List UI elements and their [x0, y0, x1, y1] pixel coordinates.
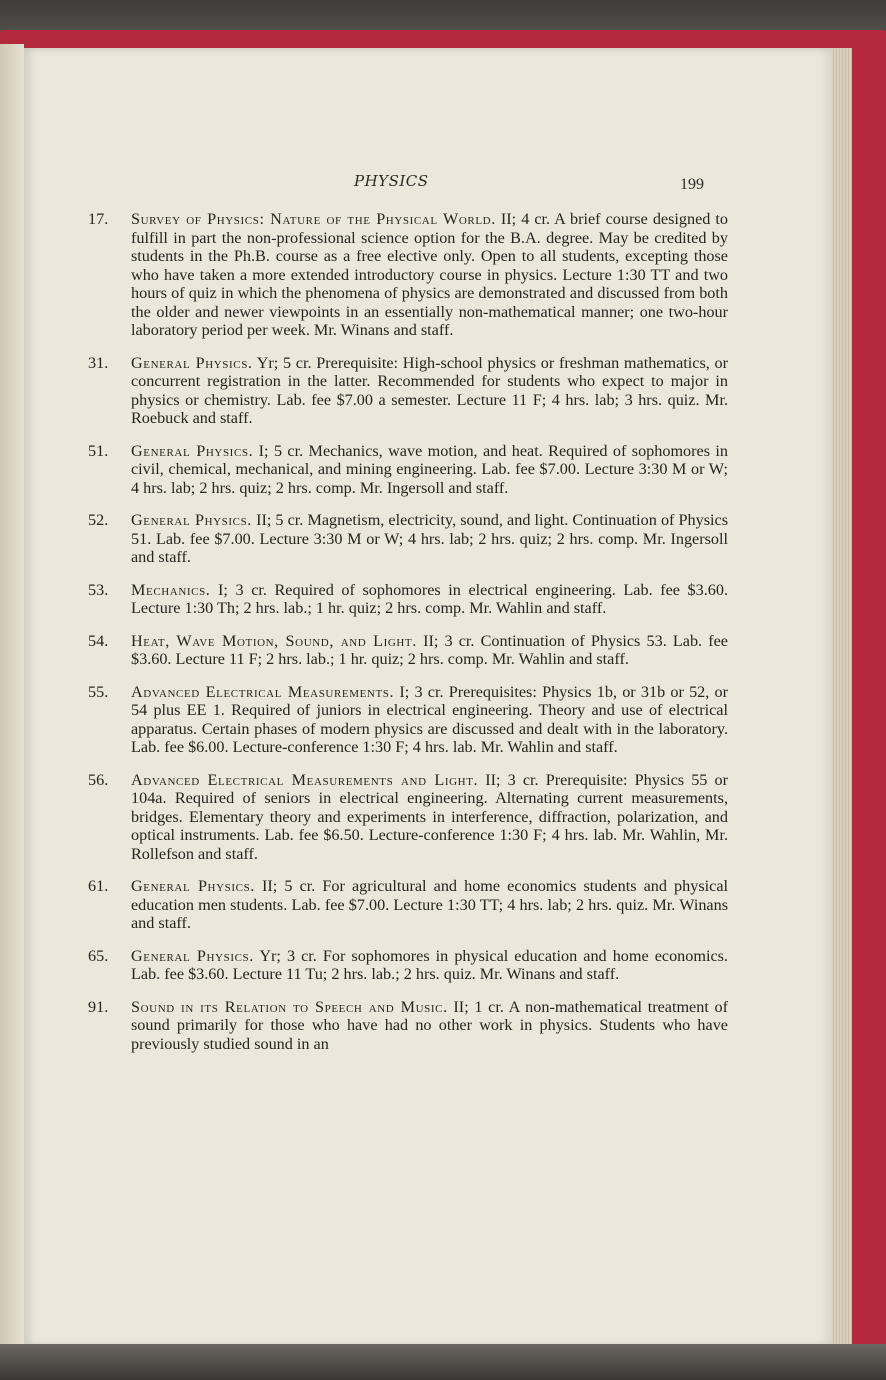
course-entry: [88, 354, 728, 428]
course-title: General Physics.: [131, 946, 254, 965]
course-entry: [88, 632, 728, 669]
course-title: Heat, Wave Motion, Sound, and Light.: [131, 631, 417, 650]
course-description: I; 5 cr. Mechanics, wave motion, and heat. Required of sophomores in civil, chemical, mechanical, and mining engineering. Lab. fee $7.00. Lecture 3:30 M or W; 4 hrs. lab; 2 hrs. quiz; 2 hrs. comp. Mr. Ingersoll and staff.: [131, 441, 728, 497]
course-description: I; 3 cr. Required of sophomores in electrical engineering. Lab. fee $3.60. Lecture 1:30 Th; 2 hrs. lab.; 1 hr. quiz; 2 hrs. comp. Mr. Wahlin and staff.: [131, 580, 729, 617]
course-entry: [88, 683, 728, 757]
course-number: 65.: [88, 946, 109, 965]
course-description: I; 3 cr. Prerequisites: Physics 1b, or 31b or 52, or 54 plus EE 1. Required of juniors in electrical engineering. Theory and use of electrical apparatus. Certain phases of modern physics are discussed and dealt with in the laboratory. Lab. fee $6.00. Lecture-conference 1:30 F; 4 hrs. lab. Mr. Wahlin and staff.: [131, 682, 729, 756]
course-title: General Physics.: [131, 441, 254, 460]
course-title: General Physics.: [131, 353, 253, 372]
course-entry: [88, 771, 728, 864]
course-title: Survey of Physics: Nature of the Physical World.: [131, 210, 496, 228]
course-entry: [88, 442, 728, 498]
course-number: 51.: [88, 441, 109, 460]
course-number: 91.: [88, 997, 109, 1016]
course-description: II; 4 cr. A brief course designed to fulfill in part the non-professional science option for the B.A. degree. May be credited by students in the Ph.B. course as a free elective only. Open to all students, excepting those who have taken a more extended introductory course in physics. Lecture 1:30 TT and two hours of quiz in which the phenomena of physics are demonstrated and discussed from both the older and newer viewpoints in an essentially non-mathematical manner; one two-hour laboratory period per week. Mr. Winans and staff.: [131, 210, 728, 339]
course-number: 55.: [88, 682, 109, 701]
background-bottom: [0, 1344, 886, 1380]
course-number: 17.: [88, 210, 109, 228]
course-entry: [88, 998, 728, 1054]
course-title: Advanced Electrical Measurements.: [131, 682, 395, 701]
page-number: 199: [680, 176, 704, 193]
course-entry: [88, 947, 728, 984]
running-title: PHYSICS: [354, 172, 429, 190]
course-entry: [88, 581, 728, 618]
course-entry: [88, 877, 728, 933]
course-title: Advanced Electrical Measurements and Light.: [131, 770, 479, 789]
course-title: Sound in its Relation to Speech and Music.: [131, 997, 448, 1016]
course-description: II; 1 cr. A non-mathematical treatment of sound primarily for those who have had no other work in physics. Students who have previously studied sound in an: [131, 997, 728, 1053]
course-title: Mechanics.: [131, 580, 211, 599]
course-list: [88, 210, 728, 1067]
course-description: Yr; 3 cr. For sophomores in physical education and home economics. Lab. fee $3.60. Lecture 11 Tu; 2 hrs. lab.; 2 hrs. quiz. Mr. Winans and staff.: [131, 946, 728, 983]
course-title: General Physics.: [131, 877, 255, 895]
course-description: II; 5 cr. Magnetism, electricity, sound, and light. Continuation of Physics 51. Lab. fee $7.00. Lecture 3:30 M or W; 4 hrs. lab; 2 hrs. quiz; 2 hrs. comp. Mr. Ingersoll and staff.: [131, 511, 729, 566]
course-number: 56.: [88, 770, 109, 789]
course-description: II; 5 cr. For agricultural and home economics students and physical education men students. Lab. fee $7.00. Lecture 1:30 TT; 4 hrs. lab; 2 hrs. quiz. Mr. Winans and staff.: [131, 877, 728, 932]
course-description: Yr; 5 cr. Prerequisite: High-school physics or freshman mathematics, or concurrent registration in the latter. Recommended for students who expect to major in physics or chemistry. Lab. fee $7.00 a semester. Lecture 11 F; 4 hrs. lab; 3 hrs. quiz. Mr. Roebuck and staff.: [131, 353, 728, 427]
course-number: 53.: [88, 580, 109, 599]
course-number: 61.: [88, 877, 109, 895]
facing-page-edge: [0, 44, 24, 1344]
course-description: II; 3 cr. Prerequisite: Physics 55 or 104a. Required of seniors in electrical engineering. Alternating current measurements, bridges. Elementary theory and experiments in interference, diffraction, polarization, and optical instruments. Lab. fee $6.50. Lecture-conference 1:30 F; 4 hrs. lab. Mr. Wahlin, Mr. Rollefson and staff.: [131, 770, 728, 863]
course-entry: [88, 210, 728, 340]
course-title: General Physics.: [131, 511, 252, 529]
course-number: 54.: [88, 631, 109, 650]
course-number: 52.: [88, 511, 109, 529]
course-description: II; 3 cr. Continuation of Physics 53. Lab. fee $3.60. Lecture 11 F; 2 hrs. lab.; 1 hr. quiz; 2 hrs. comp. Mr. Wahlin and staff.: [131, 631, 728, 668]
course-entry: [88, 511, 728, 567]
course-number: 31.: [88, 353, 109, 372]
